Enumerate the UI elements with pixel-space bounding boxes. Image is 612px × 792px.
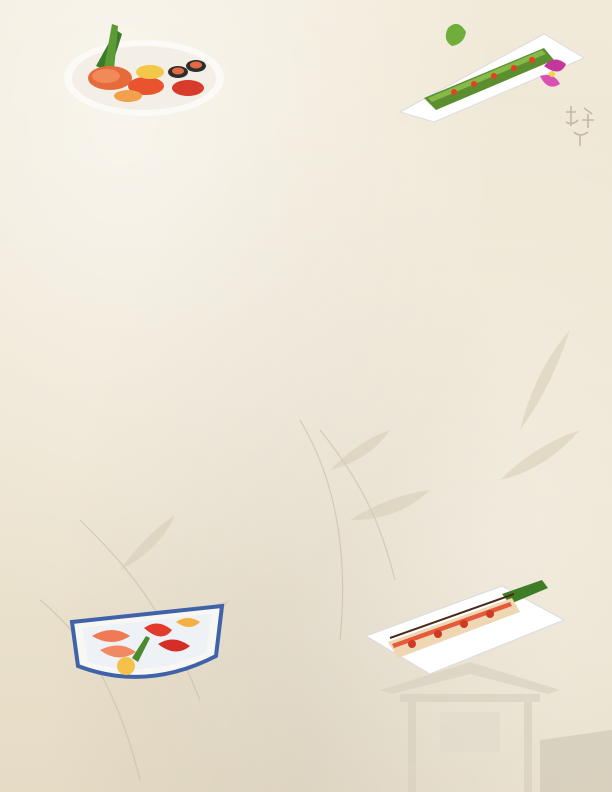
sushi-platter-photo (58, 16, 228, 120)
special-roll-photo (352, 580, 570, 676)
sashimi-bowl-photo (66, 596, 226, 692)
dragon-roll-photo (394, 14, 588, 124)
